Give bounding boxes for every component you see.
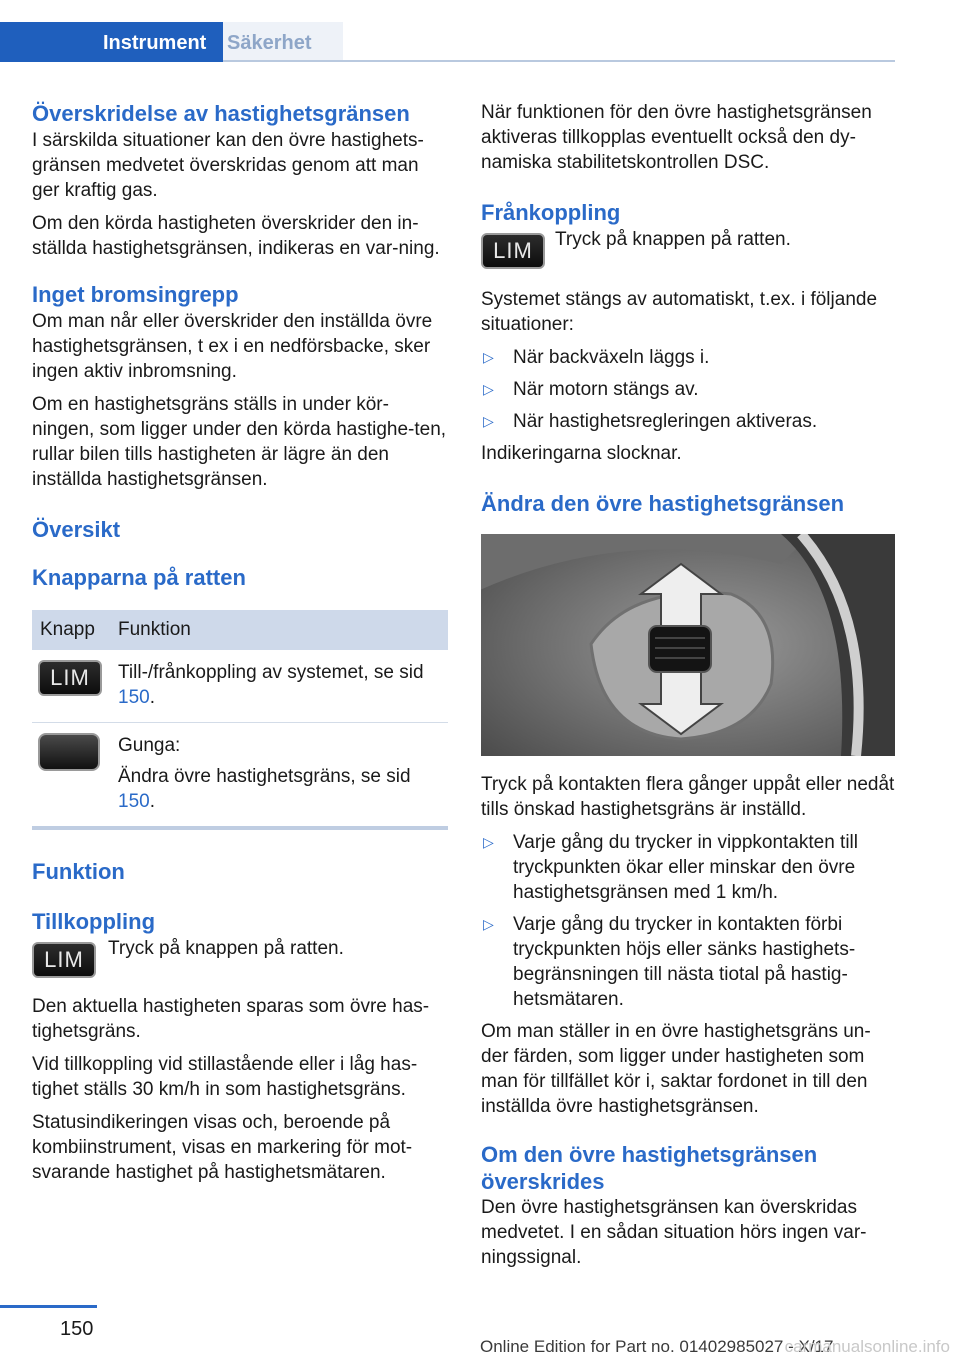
- list-item-text: Varje gång du trycker in kontakten förbi tryckpunkten höjs eller sänks hastighets-begränsningen till nästa tiotal på hastig-hetsmätaren.: [513, 914, 856, 1010]
- row2-text: Ändra övre hastighetsgräns, se sid: [118, 766, 411, 787]
- paragraph: Den övre hastighetsgränsen kan överskridas medvetet. I en sådan situation hörs ingen var-ningssignal.: [481, 1197, 867, 1268]
- list-item-text: När backväxeln läggs i.: [513, 347, 710, 368]
- tab-instrument[interactable]: [0, 22, 223, 62]
- paragraph: Vid tillkoppling vid stillastående eller i låg has-tighet ställs 30 km/h in som hastighetsgräns.: [32, 1054, 418, 1100]
- list-item-text: När motorn stängs av.: [513, 379, 699, 400]
- table-header-funktion: Funktion: [110, 610, 448, 650]
- list-item: [481, 830, 897, 905]
- table-row: [32, 723, 448, 827]
- paragraph: Den aktuella hastigheten sparas som övre has-tighetsgräns.: [32, 996, 430, 1042]
- lim-instruction: [481, 227, 897, 281]
- bullet-list: [481, 830, 897, 1012]
- row1-text: Till-/frånkoppling av systemet, se sid: [118, 662, 424, 683]
- list-item: [481, 377, 897, 402]
- tab-sakerhet[interactable]: [223, 22, 343, 62]
- list-item-text: Varje gång du trycker in vippkontakten till tryckpunkten ökar eller minskar den övre hastighetsgränsen med 1 km/h.: [513, 832, 858, 903]
- paragraph: Indikeringarna slocknar.: [481, 443, 682, 464]
- list-item: [481, 912, 897, 1012]
- left-column: [32, 100, 448, 1185]
- paragraph: Om en hastighetsgräns ställs in under kör-ningen, som ligger under den körda hastighe-ten, rullar bilen tills hastigheten är lägre än den inställda hastighetsgränsen.: [32, 394, 447, 490]
- paragraph: Om den körda hastigheten överskrider den in-ställda hastighetsgränsen, indikeras en var-ning.: [32, 213, 440, 259]
- paragraph: Om man når eller överskrider den inställda övre hastighetsgränsen, t ex i en nedförsbacke, sker ingen aktiv inbromsning.: [32, 311, 433, 382]
- heading-tillkoppling: Tillkoppling: [32, 909, 156, 934]
- heading-inget-bromsingrepp: Inget bromsingrepp: [32, 282, 239, 307]
- table-header-knapp: Knapp: [32, 610, 110, 650]
- paragraph: Om man ställer in en övre hastighetsgräns un-der färden, som ligger under hastigheten som man för tillfället kör i, saktar fordonet in till den inställda övre hastighetsgränsen.: [481, 1021, 871, 1117]
- chapter-tabs: [0, 22, 895, 62]
- lim-button-icon: LIM: [32, 942, 96, 978]
- lim-button-icon: LIM: [481, 233, 545, 269]
- page-link[interactable]: 150: [118, 687, 150, 708]
- triangle-bullet-icon: ▷: [483, 381, 494, 397]
- paragraph: När funktionen för den övre hastighetsgränsen aktiveras tillkopplas eventuellt också den dy-namiska stabilitetskontrollen DSC.: [481, 102, 872, 173]
- lim-instruction-text: Tryck på knappen på ratten.: [108, 938, 344, 959]
- table-header-row: [32, 610, 448, 650]
- list-item-text: När hastighetsregleringen aktiveras.: [513, 411, 818, 432]
- heading-frankoppling: Frånkoppling: [481, 200, 621, 225]
- row2-label: Gunga:: [118, 735, 181, 756]
- lim-instruction: [32, 936, 448, 990]
- steering-wheel-photo: [481, 534, 895, 756]
- paragraph: Statusindikeringen visas och, beroende på kombiinstrument, visas en markering för mot-svarande hastighet på hastighetsmätaren.: [32, 1112, 413, 1183]
- bullet-list: [481, 345, 897, 434]
- triangle-bullet-icon: ▷: [483, 834, 494, 850]
- heading-andra: Ändra den övre hastighetsgränsen: [481, 491, 845, 516]
- watermark: carmanualsonline.info: [784, 1337, 950, 1356]
- triangle-bullet-icon: ▷: [483, 916, 494, 932]
- heading-overskridelse: Överskridelse av hastighetsgränsen: [32, 101, 410, 126]
- paragraph: Systemet stängs av automatiskt, t.ex. i följande situationer:: [481, 289, 878, 335]
- table-row: [32, 650, 448, 723]
- right-column: [481, 100, 897, 1270]
- page-number-rule: [0, 1305, 97, 1308]
- triangle-bullet-icon: ▷: [483, 349, 494, 365]
- heading-oversikt: Översikt: [32, 517, 121, 542]
- list-item: [481, 409, 897, 434]
- triangle-bullet-icon: ▷: [483, 413, 494, 429]
- button-table: [32, 610, 448, 826]
- table-cell-function: Till-/frånkoppling av systemet, se sid 150.: [110, 650, 448, 723]
- list-item: [481, 345, 897, 370]
- tab-instrument-label: Instrument: [103, 32, 207, 54]
- heading-knapparna: Knapparna på ratten: [32, 565, 246, 590]
- page-number: 150: [60, 1318, 94, 1340]
- rocker-switch-icon: [38, 733, 100, 771]
- tab-divider: [223, 60, 895, 62]
- table-end-rule: [32, 826, 448, 830]
- heading-funktion: Funktion: [32, 859, 125, 884]
- edition-footer: Online Edition for Part no. 01402985027 - X/17: [480, 1337, 834, 1356]
- lim-button-icon: LIM: [38, 660, 102, 696]
- heading-om-overskrides: Om den övre hastighetsgränsen överskrides: [481, 1142, 818, 1194]
- paragraph: Tryck på kontakten flera gånger uppåt eller nedåt tills önskad hastighetsgräns är inställd.: [481, 774, 895, 820]
- page-link[interactable]: 150: [118, 791, 150, 812]
- paragraph: I särskilda situationer kan den övre hastighets-gränsen medvetet överskridas genom att man ger kraftig gas.: [32, 130, 424, 201]
- table-cell-function: Gunga: Ändra övre hastighetsgräns, se sid 150.: [110, 723, 448, 827]
- tab-sakerhet-label: Säkerhet: [227, 32, 312, 54]
- lim-instruction-text: Tryck på knappen på ratten.: [555, 229, 791, 250]
